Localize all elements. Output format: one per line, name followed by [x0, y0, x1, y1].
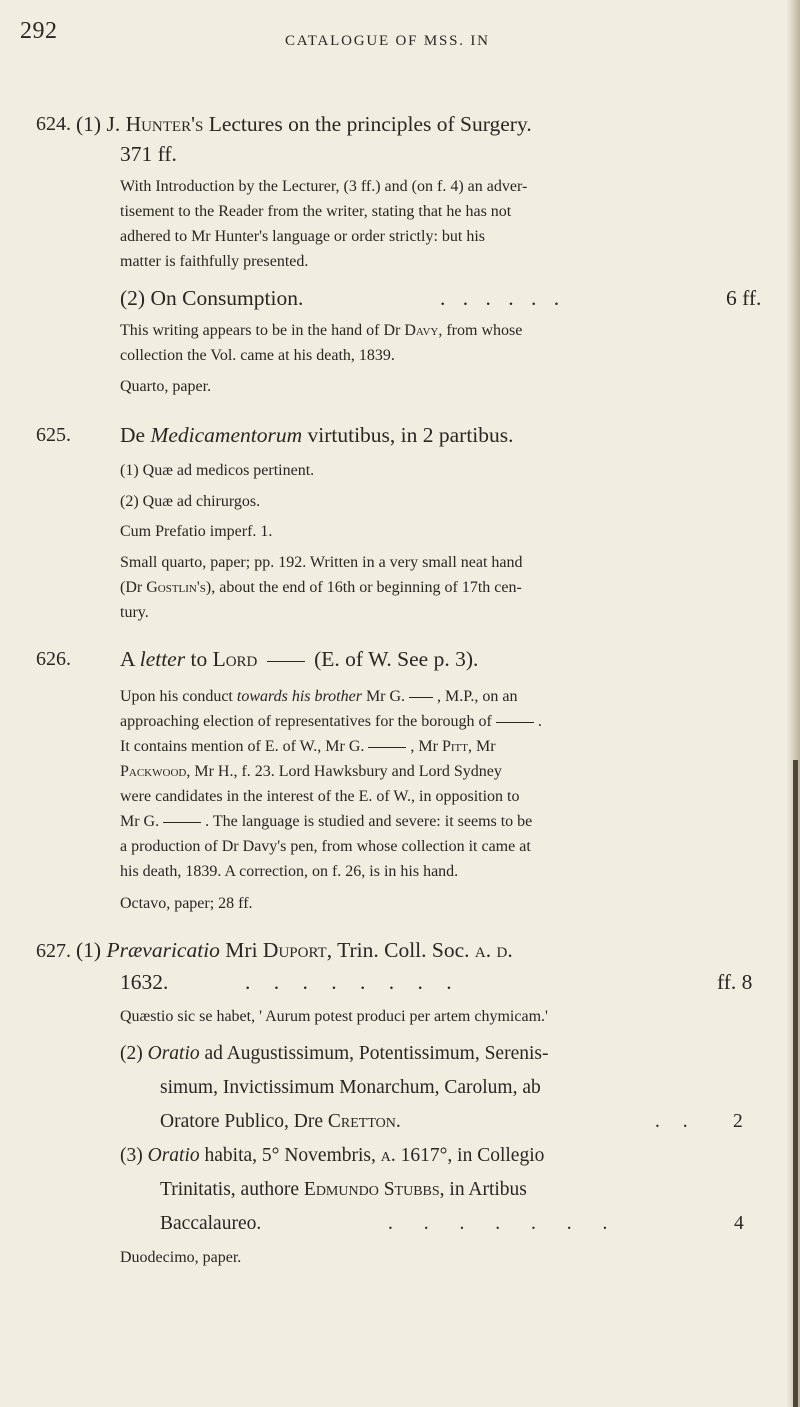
body-line: were candidates in the interest of the E. of W., in opposition to	[120, 788, 520, 805]
preface-line: Cum Prefatio imperf. 1.	[120, 523, 273, 540]
author-name: J. Hunter's	[106, 112, 204, 136]
note-line: collection the Vol. came at his death, 1839.	[120, 347, 395, 364]
note-line: matter is faithfully presented.	[120, 253, 309, 270]
year: 1632.	[120, 970, 169, 994]
entry-number: 624.	[36, 113, 71, 135]
format-line: Octavo, paper; 28 ff.	[120, 895, 253, 912]
entry-heading: (1) J. Hunter's Lectures on the principles of Surgery.	[76, 112, 532, 136]
format-line: Quarto, paper.	[120, 378, 212, 395]
entry-title: A letter to Lord (E. of W. See p. 3).	[120, 647, 479, 671]
part-line: (2) Oratio ad Augustissimum, Potentissimum, Serenis-	[120, 1043, 549, 1064]
description-line: (Dr Gostlin's), about the end of 16th or beginning of 17th cen-	[120, 579, 522, 596]
folio-count: 2	[733, 1111, 743, 1132]
folio-count: ff. 8	[717, 970, 753, 994]
dot-leader: . .	[655, 1111, 697, 1132]
body-line: It contains mention of E. of W., Mr G. , Mr Pitt, Mr	[120, 738, 496, 755]
body-line: a production of Dr Davy's pen, from whose collection it came at	[120, 838, 531, 855]
part-line: Baccalaureo.	[160, 1213, 262, 1234]
folio-count: 4	[734, 1213, 744, 1234]
entry-heading: (1) Prævaricatio Mri Duport, Trin. Coll. Soc. a. d.	[76, 938, 513, 962]
entry-number: 626.	[36, 648, 71, 670]
entry-title: Lectures on the principles of Surgery.	[208, 112, 532, 136]
blank-dash	[267, 661, 305, 662]
note-line: With Introduction by the Lecturer, (3 ff.) and (on f. 4) an adver-	[120, 178, 528, 195]
note-line: This writing appears to be in the hand of Dr Davy, from whose	[120, 322, 523, 339]
entry-number: 627.	[36, 940, 71, 962]
description-line: tury.	[120, 604, 149, 621]
dot-leader: . . . . . . .	[388, 1213, 621, 1234]
entry-number: 625.	[36, 424, 71, 446]
page-header	[0, 18, 800, 58]
running-title: CATALOGUE OF MSS. IN	[285, 33, 490, 49]
part-line: (1) Quæ ad medicos pertinent.	[120, 462, 315, 479]
part-line: Oratore Publico, Dre Cretton.	[160, 1111, 401, 1132]
format-line: Duodecimo, paper.	[120, 1249, 242, 1266]
page-edge	[786, 0, 800, 1407]
part-line: (3) Oratio habita, 5° Novembris, a. 1617°, in Collegio	[120, 1145, 545, 1166]
part-heading: (2) On Consumption.	[120, 286, 304, 310]
folio-count: 371 ff.	[120, 142, 177, 166]
note-line: adhered to Mr Hunter's language or order strictly: but his	[120, 228, 486, 245]
note-line: Quæstio sic se habet, ' Aurum potest produci per artem chymicam.'	[120, 1008, 548, 1025]
folio-count: 6 ff.	[726, 286, 762, 310]
page-number: 292	[20, 18, 58, 44]
part-line: simum, Invictissimum Monarchum, Carolum, ab	[160, 1077, 541, 1098]
entry-title: De Medicamentorum virtutibus, in 2 partibus.	[120, 423, 514, 447]
part-line: (2) Quæ ad chirurgos.	[120, 493, 261, 510]
note-line: tisement to the Reader from the writer, stating that he has not	[120, 203, 512, 220]
part-line: Trinitatis, authore Edmundo Stubbs, in Artibus	[160, 1179, 527, 1200]
body-line: Packwood, Mr H., f. 23. Lord Hawksbury and Lord Sydney	[120, 763, 502, 780]
body-line: his death, 1839. A correction, on f. 26, is in his hand.	[120, 863, 459, 880]
dot-leader: . . . . . . . .	[245, 970, 461, 994]
description-line: Small quarto, paper; pp. 192. Written in a very small neat hand	[120, 554, 523, 571]
body-line: Mr G. . The language is studied and severe: it seems to be	[120, 813, 533, 830]
dot-leader: . . . . . .	[440, 286, 566, 310]
body-line: Upon his conduct towards his brother Mr G. , M.P., on an	[120, 688, 518, 705]
body-line: approaching election of representatives for the borough of .	[120, 713, 542, 730]
